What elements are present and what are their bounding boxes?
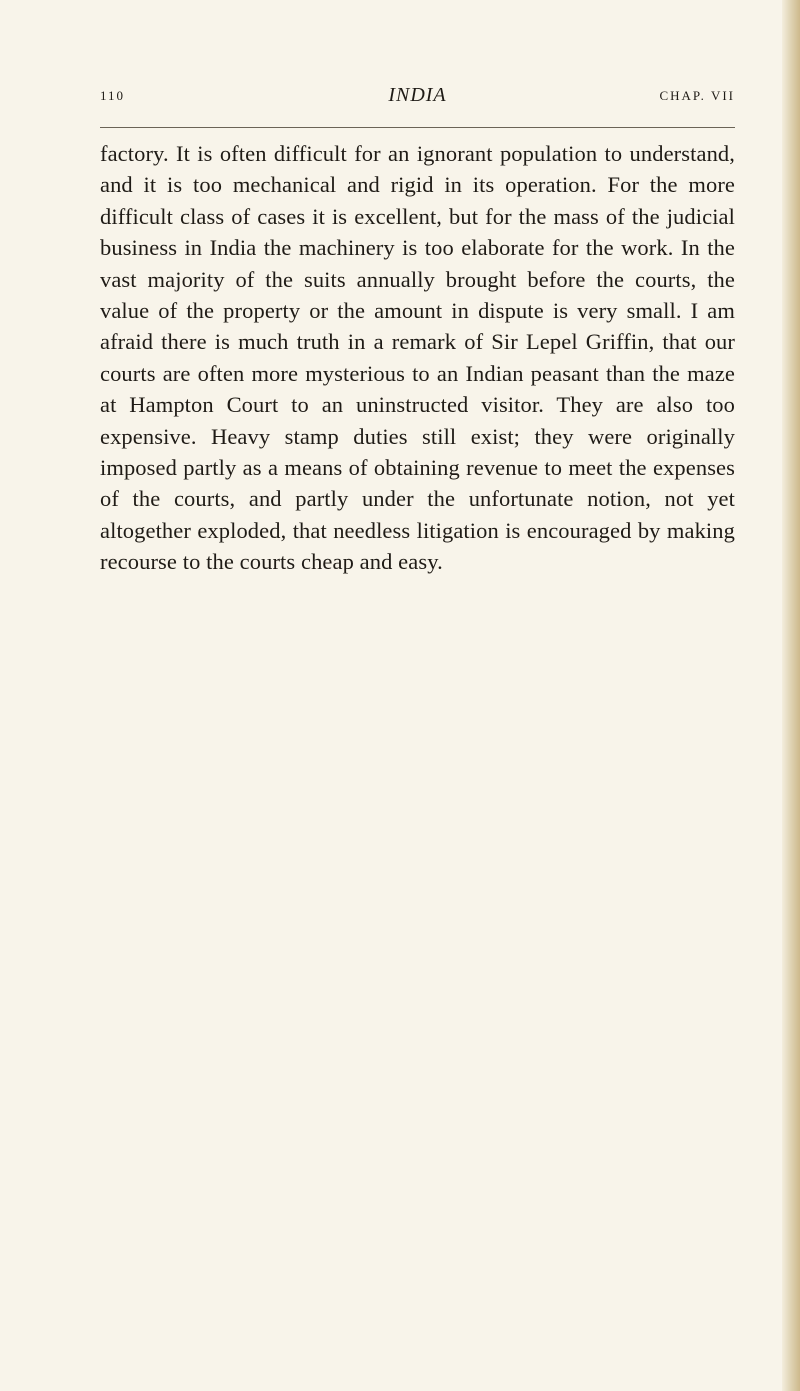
running-title: INDIA bbox=[388, 84, 447, 106]
page-edge bbox=[782, 0, 800, 1391]
chapter-label: CHAP. VII bbox=[659, 88, 735, 103]
body-paragraph: factory. It is often difficult for an ignorant population to understand, and it is too mechanical and rigid in its operation. For the more difficult class of cases it is excellent, but for the mass of the judicial business in India the machinery is too elaborate for the work. In the vast majority of the suits annually brought before the courts, the value of the property or the amount in dispute is very small. I am afraid there is much truth in a remark of Sir Lepel Griffin, that our courts are often more mysterious to an Indian peasant than the maze at Hampton Court to an uninstructed visitor. They are also too expensive. Heavy stamp duties still exist; they were originally imposed partly as a means of obtaining revenue to meet the expenses of the courts, and partly under the unfortunate notion, not yet altogether exploded, that needless litigation is encouraged by making recourse to the courts cheap and easy. bbox=[100, 141, 735, 575]
running-head bbox=[100, 84, 735, 114]
header-rule bbox=[100, 127, 735, 128]
page-number: 110 bbox=[100, 88, 126, 103]
